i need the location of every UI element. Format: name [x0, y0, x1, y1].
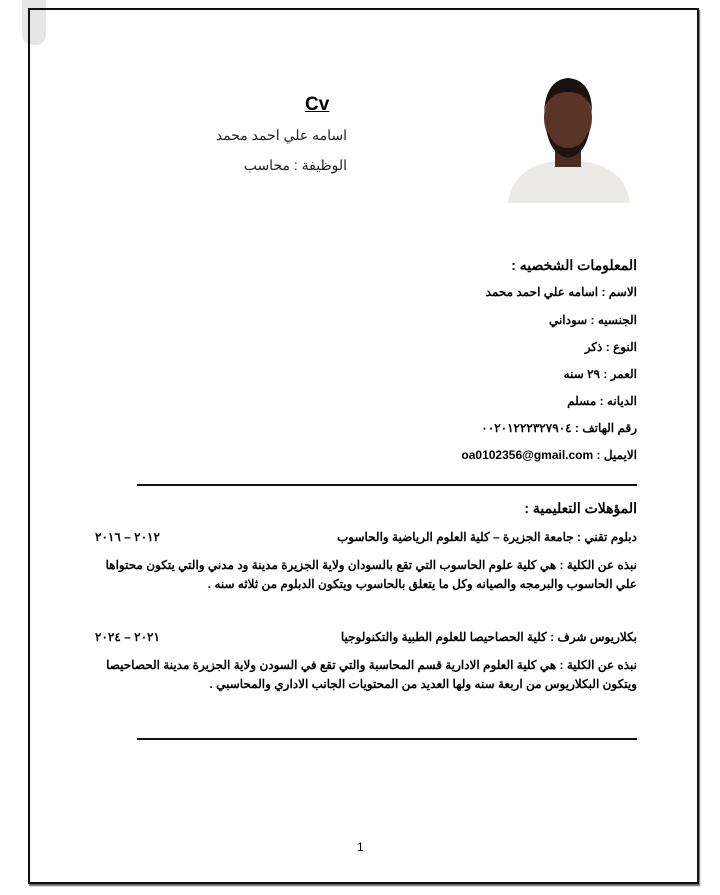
header-name: اسامه علي احمد محمد: [215, 127, 347, 143]
personal-nationality: الجنسيه : سوداني: [548, 313, 637, 327]
education-description: نبذه عن الكلية : هي كلية علوم الحاسوب التي تقع بالسودان ولاية الجزيرة مدينة ود مدني والتي يتكون محتواها علي الحاسوب والبرمجه والصيانه وكل ما يتعلق بالحاسوب ويتكون الدبلوم من ثلاثه سنه .: [105, 558, 637, 591]
education-dates: ٢٠١٢ – ٢٠١٦: [95, 530, 160, 544]
personal-religion: الديانه : مسلم: [567, 394, 637, 408]
page-number: 1: [357, 840, 364, 854]
personal-phone: رقم الهاتف : ٠٠٢٠١٢٢٢٣٢٧٩٠٤: [481, 421, 637, 435]
profile-photo: [498, 70, 637, 203]
education-dates: ٢٠٢١ – ٢٠٢٤: [95, 630, 160, 644]
education-title: دبلوم تقني : جامعة الجزيرة – كلية العلوم الرياضية والحاسوب: [336, 530, 637, 544]
separator-line: [137, 738, 637, 740]
cv-title: Cv: [305, 94, 330, 115]
education-description: نبذه عن الكلية : هي كلية العلوم الادارية قسم المحاسبة والتي تقع في السودن ولاية الجزيرة مدينة الحصاحيصا ويتكون البكلاريوس من اربعة سنه ولها العديد من المحتويات الجانب الاداري والمحاسبي .: [106, 658, 637, 691]
personal-name: الاسم : اسامه علي احمد محمد: [485, 285, 637, 299]
personal-heading: المعلومات الشخصيه :: [511, 257, 637, 273]
education-heading: المؤهلات التعليمية :: [524, 500, 637, 516]
personal-gender: النوع : ذكر: [584, 340, 637, 354]
personal-email: الايميل : oa0102356@gmail.com: [461, 448, 637, 462]
personal-age: العمر : ٢٩ سنه: [563, 367, 637, 381]
header-job: الوظيفة : محاسب: [243, 157, 347, 173]
education-title: بكلاريوس شرف : كلية الحصاحيصا للعلوم الطبية والتكنولوجيا: [340, 630, 637, 644]
separator-line: [137, 484, 637, 486]
